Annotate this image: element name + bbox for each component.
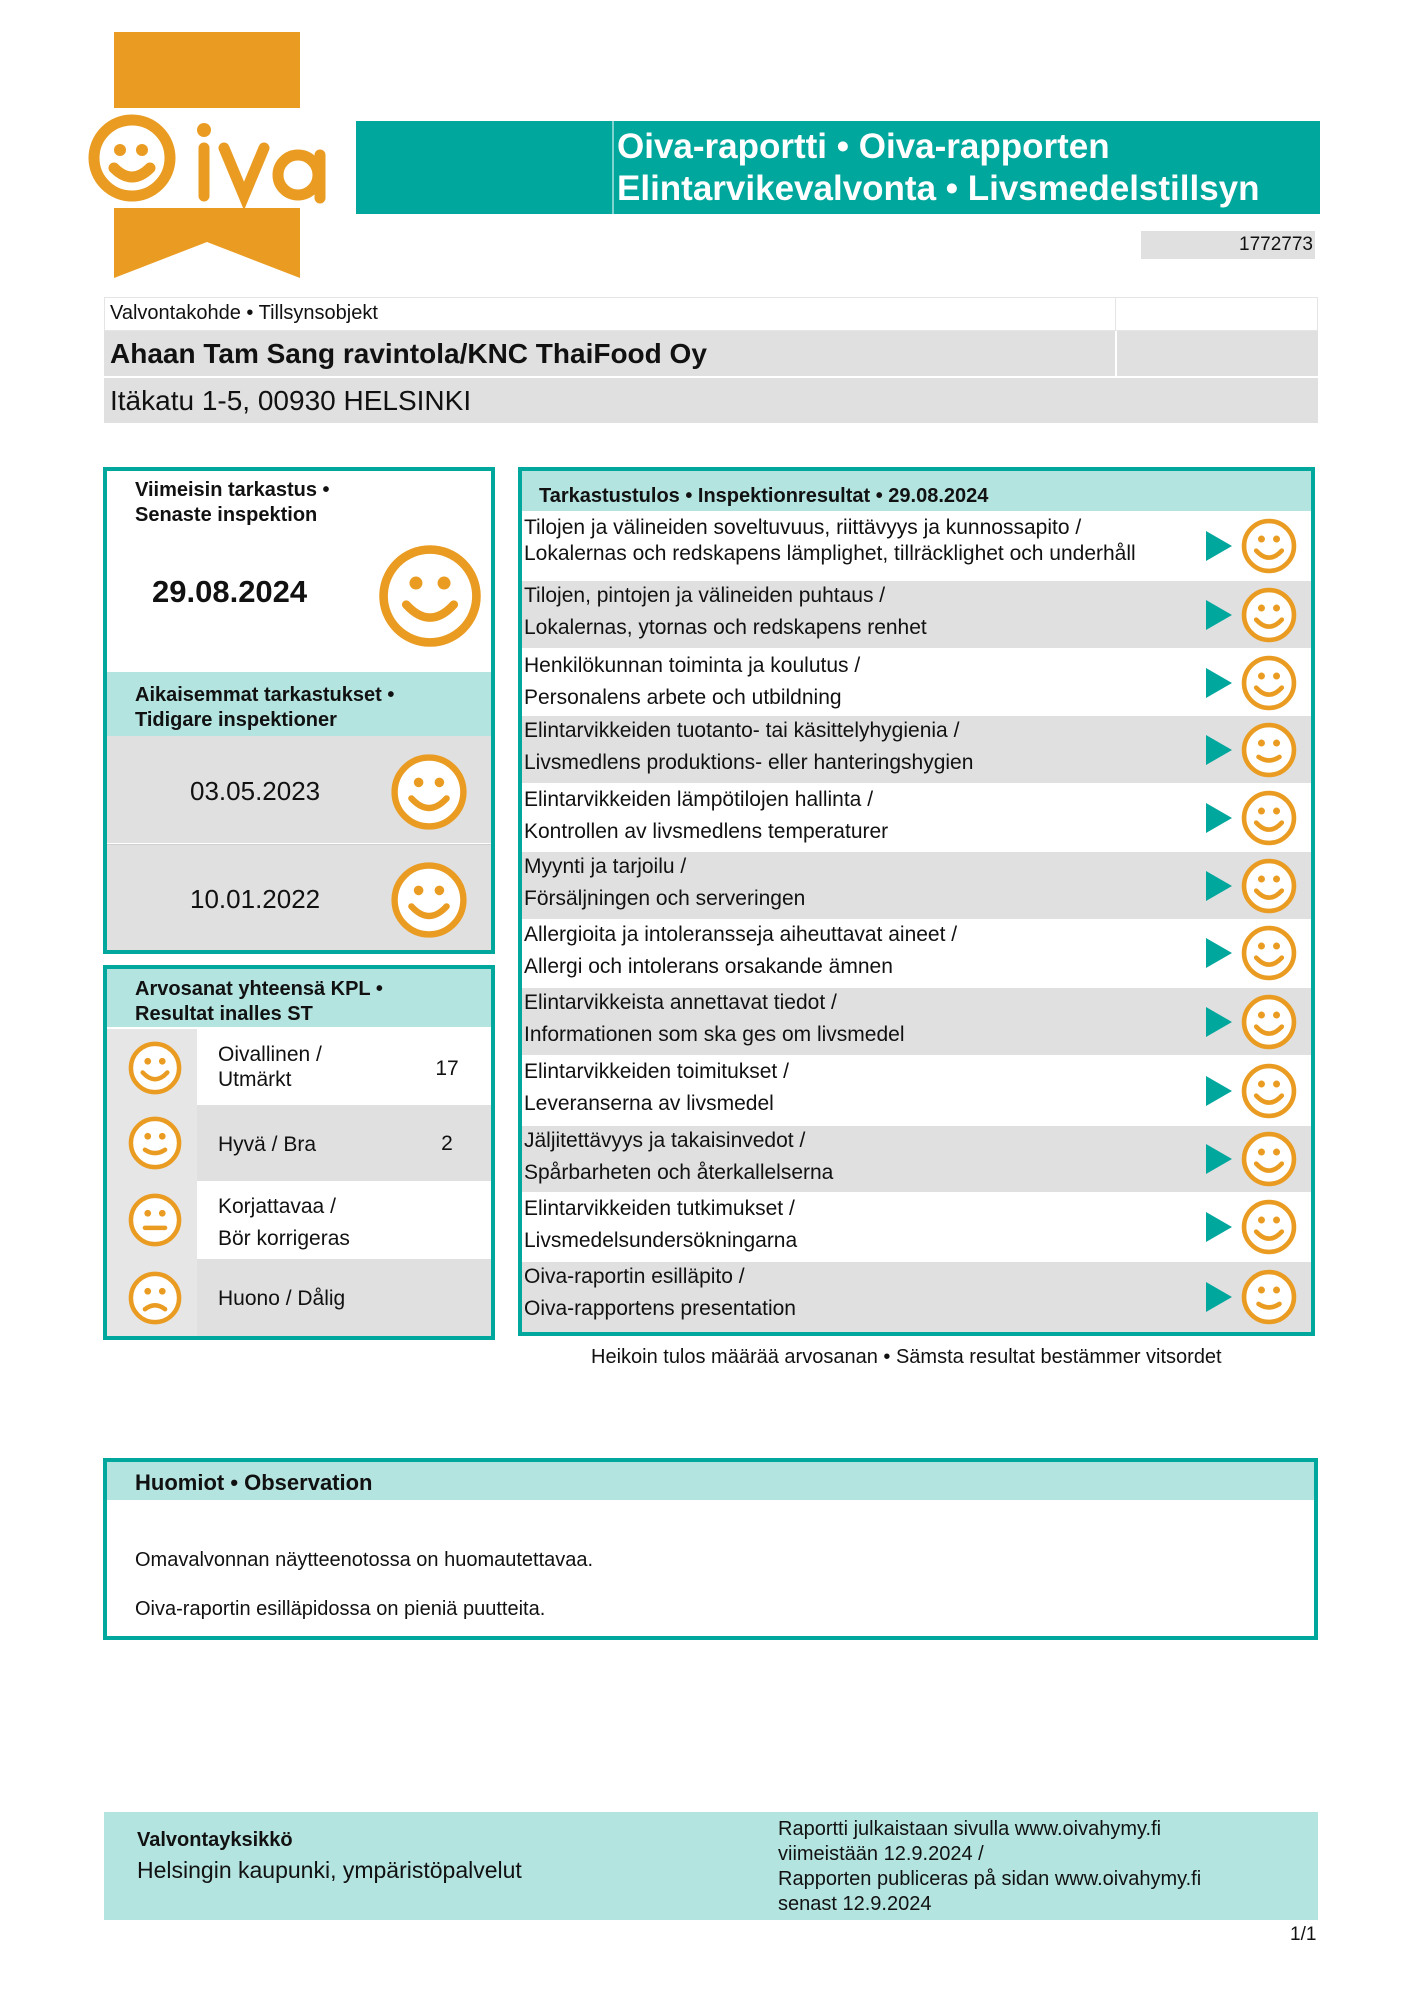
supervision-unit-label: Valvontayksikkö	[137, 1829, 293, 1851]
play-arrow-icon	[1206, 938, 1232, 968]
result-label-fi: Elintarvikkeiden tutkimukset /	[524, 1197, 795, 1220]
result-label-sv: Lokalernas och redskapens lämplighet, tillräcklighet och underhåll	[524, 542, 1136, 565]
excellent-smiley-icon	[1240, 924, 1298, 982]
rating-counts-label-2: Resultat inalles ST	[135, 1003, 313, 1025]
play-arrow-icon	[1206, 1282, 1232, 1312]
publish-info-line-2: viimeistään 12.9.2024 /	[778, 1843, 984, 1865]
result-label-fi: Jäljitettävyys ja takaisinvedot /	[524, 1129, 806, 1152]
excellent-smiley-icon	[1240, 586, 1298, 644]
observation-line: Oiva-raportin esilläpidossa on pieniä puutteita.	[135, 1598, 546, 1620]
earlier-inspection-date: 03.05.2023	[190, 776, 321, 806]
result-label-fi: Allergioita ja intoleransseja aiheuttavat aineet /	[524, 923, 958, 946]
count-label-poor: Huono / Dålig	[218, 1287, 346, 1310]
results-header: Tarkastustulos • Inspektionresultat • 29.08.2024	[539, 485, 989, 507]
target-label-divider	[1115, 297, 1116, 331]
result-label-sv: Spårbarheten och återkallelserna	[524, 1161, 834, 1184]
play-arrow-icon	[1206, 600, 1232, 630]
result-label-fi: Elintarvikkeiden tuotanto- tai käsittelyhygienia /	[524, 719, 960, 742]
excellent-smiley-icon	[127, 1040, 183, 1096]
result-label-fi: Elintarvikkeiden toimitukset /	[524, 1060, 789, 1083]
neutral-face-icon	[127, 1192, 183, 1248]
latest-inspection-label-2: Senaste inspektion	[135, 504, 318, 526]
play-arrow-icon	[1206, 1076, 1232, 1106]
result-label-fi: Elintarvikkeista annettavat tiedot /	[524, 991, 837, 1014]
good-smiley-icon	[127, 1115, 183, 1171]
report-title-line-1: Oiva-raportti • Oiva-rapporten	[617, 127, 1110, 166]
result-label-fi: Oiva-raportin esilläpito /	[524, 1265, 745, 1288]
page-number: 1/1	[1290, 1924, 1317, 1945]
result-label-fi: Elintarvikkeiden lämpötilojen hallinta /	[524, 788, 874, 811]
excellent-smiley-icon	[1240, 857, 1298, 915]
target-name: Ahaan Tam Sang ravintola/KNC ThaiFood Oy	[110, 338, 707, 369]
result-label-fi: Tilojen ja välineiden soveltuvuus, riittävyys ja kunnossapito /	[524, 516, 1082, 539]
earlier-inspection-date: 10.01.2022	[190, 884, 321, 914]
count-label-excellent-sv: Utmärkt	[218, 1068, 292, 1091]
result-label-sv: Personalens arbete och utbildning	[524, 686, 842, 709]
earlier-inspections-label-2: Tidigare inspektioner	[135, 709, 337, 731]
result-label-sv: Försäljningen och serveringen	[524, 887, 806, 910]
count-value-good: 2	[441, 1132, 453, 1155]
results-note: Heikoin tulos määrää arvosanan • Sämsta resultat bestämmer vitsordet	[591, 1346, 1222, 1368]
excellent-smiley-icon	[1240, 1198, 1298, 1256]
excellent-smiley-icon	[389, 752, 469, 832]
result-label-sv: Leveranserna av livsmedel	[524, 1092, 774, 1115]
count-label-correct: Korjattavaa /	[218, 1195, 336, 1218]
count-label-correct-sv: Bör korrigeras	[218, 1227, 350, 1250]
result-label-sv: Lokalernas, ytornas och redskapens renhet	[524, 616, 927, 639]
excellent-smiley-icon	[1240, 517, 1298, 575]
header-divider	[612, 121, 614, 214]
count-label-excellent: Oivallinen /	[218, 1043, 322, 1066]
result-label-sv: Kontrollen av livsmedlens temperaturer	[524, 820, 889, 843]
target-name-divider	[1115, 331, 1117, 376]
sad-face-icon	[127, 1270, 183, 1326]
latest-inspection-date: 29.08.2024	[152, 574, 308, 609]
play-arrow-icon	[1206, 668, 1232, 698]
supervision-unit-name: Helsingin kaupunki, ympäristöpalvelut	[137, 1857, 522, 1883]
observation-header: Huomiot • Observation	[135, 1470, 373, 1495]
latest-inspection-label-1: Viimeisin tarkastus •	[135, 479, 330, 501]
oiva-logo	[80, 30, 340, 280]
logo-text: Oiva	[80, 30, 83, 31]
play-arrow-icon	[1206, 871, 1232, 901]
excellent-smiley-icon	[1240, 1062, 1298, 1120]
result-label-fi: Henkilökunnan toiminta ja koulutus /	[524, 654, 861, 677]
count-value-excellent: 17	[435, 1057, 459, 1080]
target-address: Itäkatu 1-5, 00930 HELSINKI	[110, 385, 472, 416]
play-arrow-icon	[1206, 803, 1232, 833]
result-label-sv: Livsmedlens produktions- eller hanteringshygien	[524, 751, 974, 774]
publish-info-line-4: senast 12.9.2024	[778, 1893, 932, 1915]
excellent-smiley-icon	[389, 860, 469, 940]
play-arrow-icon	[1206, 531, 1232, 561]
rating-counts-label-1: Arvosanat yhteensä KPL •	[135, 978, 383, 1000]
result-label-sv: Informationen som ska ges om livsmedel	[524, 1023, 905, 1046]
result-label-sv: Livsmedelsundersökningarna	[524, 1229, 798, 1252]
result-label-fi: Tilojen, pintojen ja välineiden puhtaus /	[524, 584, 886, 607]
report-title-line-2: Elintarvikevalvonta • Livsmedelstillsyn	[617, 169, 1260, 208]
result-label-fi: Myynti ja tarjoilu /	[524, 855, 687, 878]
count-label-good: Hyvä / Bra	[218, 1133, 317, 1156]
report-id: 1772773	[1141, 231, 1315, 259]
play-arrow-icon	[1206, 735, 1232, 765]
publish-info-line-3: Rapporten publiceras på sidan www.oivahymy.fi	[778, 1868, 1202, 1890]
good-smiley-icon	[1240, 1268, 1298, 1326]
target-label: Valvontakohde • Tillsynsobjekt	[110, 302, 378, 324]
excellent-smiley-icon	[1240, 993, 1298, 1051]
earlier-inspections-label-1: Aikaisemmat tarkastukset •	[135, 684, 395, 706]
good-smiley-icon	[1240, 721, 1298, 779]
play-arrow-icon	[1206, 1007, 1232, 1037]
excellent-smiley-icon	[1240, 789, 1298, 847]
result-label-sv: Oiva-rapportens presentation	[524, 1297, 796, 1320]
excellent-smiley-icon	[1240, 654, 1298, 712]
play-arrow-icon	[1206, 1144, 1232, 1174]
play-arrow-icon	[1206, 1212, 1232, 1242]
observation-line: Omavalvonnan näytteenotossa on huomautettavaa.	[135, 1549, 594, 1571]
result-label-sv: Allergi och intolerans orsakande ämnen	[524, 955, 893, 978]
excellent-smiley-icon	[376, 542, 484, 650]
publish-info-line-1: Raportti julkaistaan sivulla www.oivahymy.fi	[778, 1818, 1162, 1840]
excellent-smiley-icon	[1240, 1130, 1298, 1188]
